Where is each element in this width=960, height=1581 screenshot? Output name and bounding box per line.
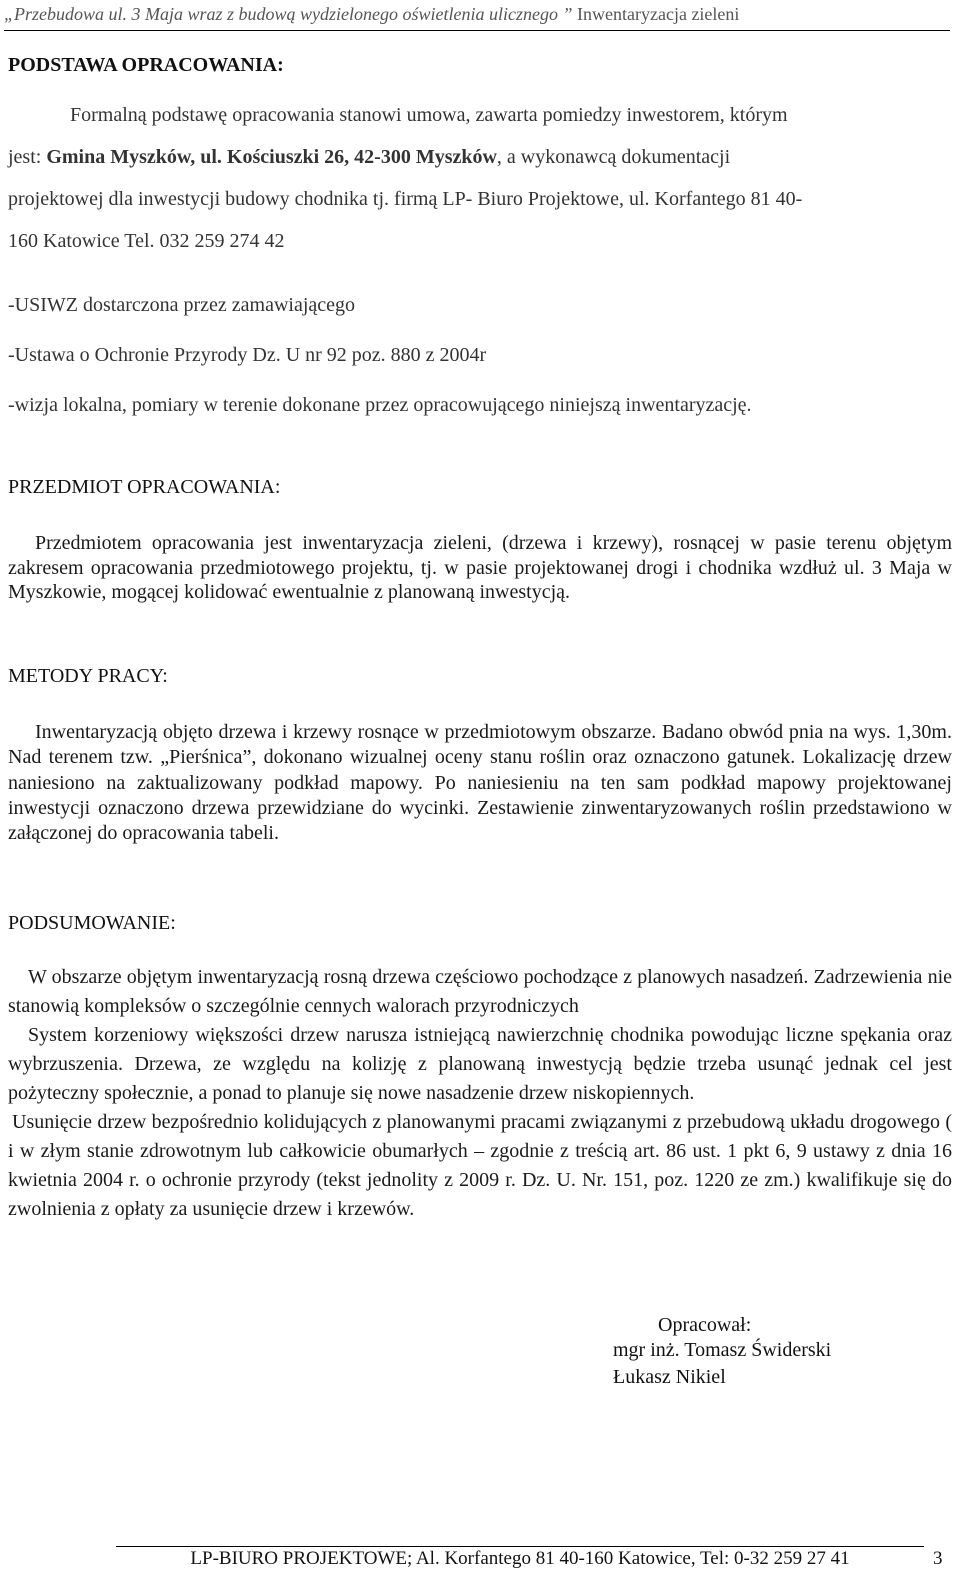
page-number: 3 — [933, 1548, 943, 1569]
methods-text: Inwentaryzacją objęto drzewa i krzewy rosnące w przedmiotowym obszarze. Badano obwód pnia na wys. 1,30m. Nad terenem tzw. „Pierśnica”, dokonano wizualnej oceny stanu roślin oraz oznaczono gatunek. Lokalizację drzew naniesiono na zaktualizowany podkład mapowy. Po naniesieniu na ten sam podkład mapowy projektowanej inwestycji oznaczono drzewa przewidziane do wycinki. Zestawienie zinwentaryzowanych roślin przedstawiono w załączonej do opracowania tabeli. — [8, 721, 952, 845]
author-1: mgr inż. Tomasz Świderski — [613, 1339, 832, 1361]
footer-divider — [116, 1546, 924, 1547]
summary-heading: PODSUMOWANIE: — [8, 912, 176, 934]
basis-heading: PODSTAWA OPRACOWANIA: — [8, 54, 284, 76]
basis-line-2-suffix: , a wykonawcą dokumentacji — [496, 146, 731, 168]
subject-text: Przedmiotem opracowania jest inwentaryzacja zieleni, (drzewa i krzewy), rosnącej w pasie terenu objętym zakresem opracowania przedmiotowego projektu, tj. w pasie projektowanej drogi i chodnika wzdłuż ul. 3 Maja w Myszkowie, mogącej kolidować ewentualnie z planowaną inwestycją. — [8, 532, 952, 603]
header-document-type: Inwentaryzacja zieleni — [572, 4, 740, 24]
basis-line-2 — [8, 146, 730, 169]
basis-item-law: -Ustawa o Ochronie Przyrody Dz. U nr 92 poz. 880 z 2004r — [8, 344, 487, 366]
basis-line-2-prefix: jest: — [8, 146, 47, 168]
basis-line-1: Formalną podstawę opracowania stanowi umowa, zawarta pomiedzy inwestorem, którym — [70, 104, 788, 126]
header-project-title: „Przebudowa ul. 3 Maja wraz z budową wydzielonego oświetlenia ulicznego ” — [4, 4, 573, 24]
author-2: Łukasz Nikiel — [613, 1366, 726, 1388]
basis-item-usiwz: -USIWZ dostarczona przez zamawiającego — [8, 294, 356, 316]
page-header — [4, 0, 950, 31]
investor-name: Gmina Myszków, ul. Kościuszki 26, 42-300 Myszków — [46, 146, 497, 168]
summary-paragraph-2: System korzeniowy większości drzew narusza istniejącą nawierzchnię chodnika powodując liczne spękania oraz wybrzuszenia. Drzewa, ze względu na kolizję z planowaną inwestycją będzie trzeba usunąć jednak cel jest pożyteczny społecznie, a ponad to planuje się nowe nasadzenie drzew niskopiennych. — [8, 1024, 952, 1104]
summary-paragraph-1: W obszarze objętym inwentaryzacją rosną drzewa częściowo pochodzące z planowych nasadzeń. Zadrzewienia nie stanowią kompleksów o szczególnie cennych walorach przyrodniczych — [8, 966, 952, 1017]
summary-paragraphs — [8, 963, 952, 1224]
summary-paragraph-3: Usunięcie drzew bezpośrednio kolidujących z planowanymi pracami związanymi z przebudową układu drogowego ( i w złym stanie zdrowotnym lub całkowicie obumarłych – zgodnie z treścią art. 86 ust. 1 pkt 6, 9 ustawy z dnia 16 kwietnia 2004 r. o ochronie przyrody (tekst jednolity z 2009 r. Dz. U. Nr. 151, poz. 1220 ze zm.) kwalifikuje się do zwolnienia z opłaty za usunięcie drzew i krzewów. — [8, 1111, 952, 1220]
prepared-by-label: Opracował: — [658, 1314, 752, 1336]
page-footer: LP-BIURO PROJEKTOWE; Al. Korfantego 81 40-160 Katowice, Tel: 0-32 259 27 41 — [190, 1548, 850, 1569]
methods-heading: METODY PRACY: — [8, 665, 168, 687]
basis-line-3: projektowej dla inwestycji budowy chodnika tj. firmą LP- Biuro Projektowe, ul. Korfantego 81 40- — [8, 188, 803, 210]
methods-paragraph — [8, 720, 952, 846]
subject-paragraph — [8, 531, 952, 605]
subject-heading: PRZEDMIOT OPRACOWANIA: — [8, 476, 281, 498]
basis-item-site-visit: -wizja lokalna, pomiary w terenie dokonane przez opracowującego niniejszą inwentaryzację. — [8, 394, 752, 416]
basis-line-4: 160 Katowice Tel. 032 259 274 42 — [8, 230, 285, 252]
